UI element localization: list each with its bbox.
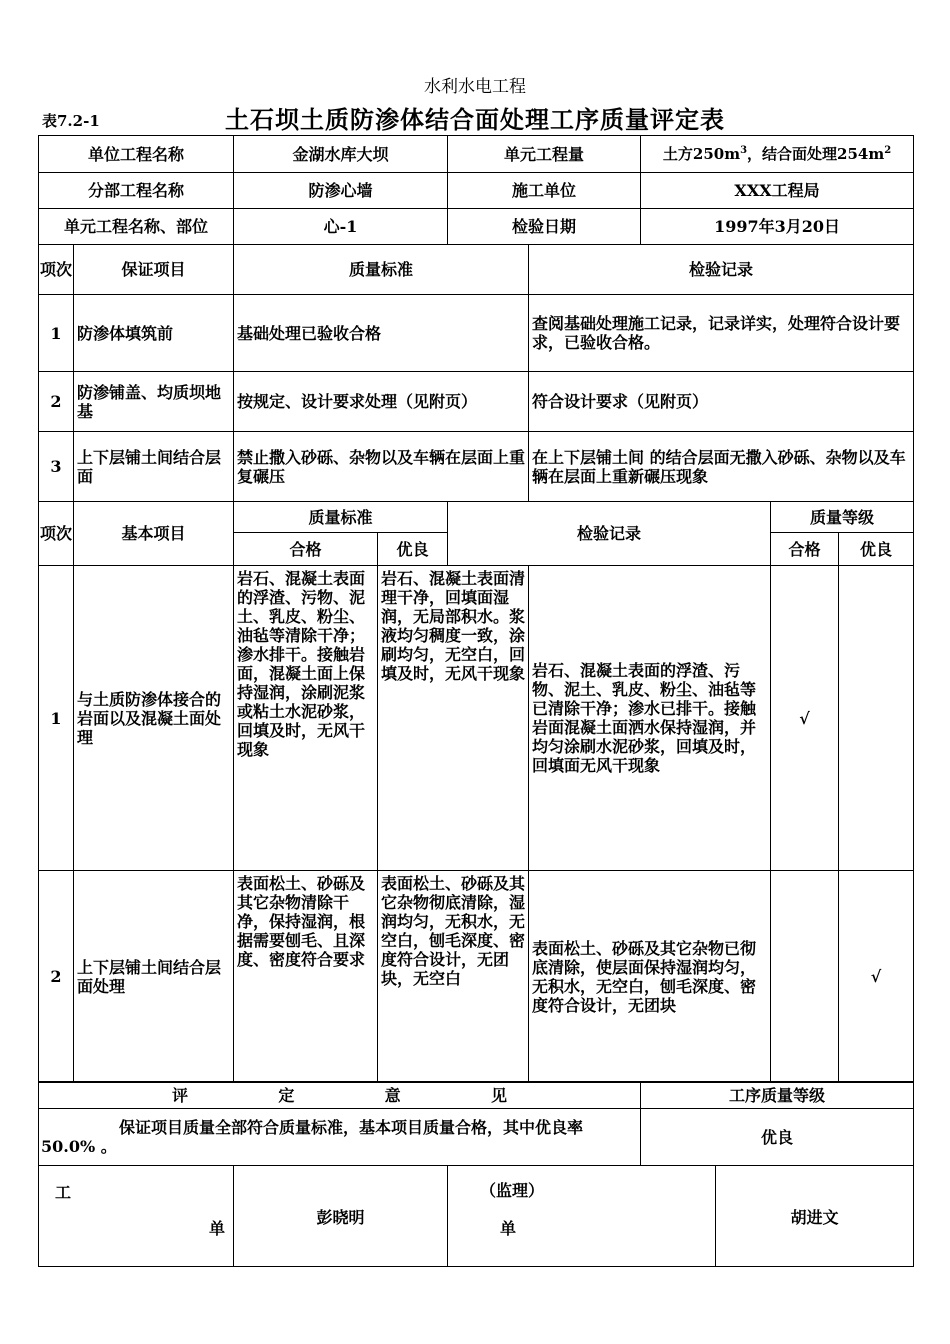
basic-col-grade: 质量等级 <box>771 502 914 533</box>
element-quantity-label: 单元工程量 <box>448 136 641 173</box>
element-quantity-value: 土方$250m^3$，结合面处理$254m^2$ <box>641 136 914 173</box>
process-grade-label: 工序质量等级 <box>641 1082 914 1109</box>
basic-col-excellent: 优良 <box>378 533 448 566</box>
inspection-date-label: 检验日期 <box>448 209 641 245</box>
page-title: 土石坝土质防渗体结合面处理工序质量评定表 <box>225 105 725 134</box>
basic-row-no: 1 <box>39 566 74 871</box>
basic-col-pass: 合格 <box>234 533 378 566</box>
contractor-sign-label: 工 单 <box>39 1166 234 1267</box>
process-grade-value: 优良 <box>641 1109 914 1166</box>
inspection-date-value: 1997年3月20日 <box>641 209 914 245</box>
opinion-label: 评 定 意 见 <box>39 1082 641 1109</box>
basic-row-pass: 岩石、混凝土表面的浮渣、污物、泥土、乳皮、粉尘、油毡等清除干净；渗水排干。接触岩面，混凝土面上保持湿润，涂刷泥浆或粘土水泥砂浆，回填及时，无风干现象 <box>234 566 378 871</box>
basic-row-excellent: 表面松土、砂砾及其它杂物彻底清除，湿润均匀，无积水，无空白，刨毛深度、密度符合设计，无团块，无空白 <box>378 871 529 1083</box>
guarantee-row-no: 3 <box>39 432 74 502</box>
basic-col-no: 项次 <box>39 502 74 566</box>
element-name-label: 单元工程名称、部位 <box>39 209 234 245</box>
basic-row-record: 表面松土、砂砾及其它杂物已彻底清除，使层面保持湿润均匀，无积水，无空白，刨毛深度、密度符合设计，无团块 <box>529 871 771 1083</box>
basic-row-item: 上下层铺土间结合层面处理 <box>74 871 234 1083</box>
opinion-text: 保证项目质量全部符合质量标准，基本项目质量合格，其中优良率50.0% 。 <box>39 1109 641 1166</box>
basic-row-grade-pass: √ <box>771 566 839 871</box>
basic-row-item: 与土质防渗体接合的岩面以及混凝土面处理 <box>74 566 234 871</box>
basic-col-grade-excellent: 优良 <box>839 533 914 566</box>
signature-table <box>38 1165 914 1267</box>
guarantee-col-standard: 质量标准 <box>234 245 529 295</box>
sub-project-label: 分部工程名称 <box>39 173 234 209</box>
quality-table <box>38 135 914 1083</box>
guarantee-col-item: 保证项目 <box>74 245 234 295</box>
basic-row-grade-excellent: √ <box>839 871 914 1083</box>
contractor-value: XXX工程局 <box>641 173 914 209</box>
guarantee-row-no: 2 <box>39 372 74 432</box>
supervisor-sign-label: （监理） 单 <box>448 1166 716 1267</box>
sub-project-value: 防渗心墙 <box>234 173 448 209</box>
guarantee-row-no: 1 <box>39 295 74 372</box>
form-number: 表7.2-1 <box>42 112 100 130</box>
guarantee-row-standard: 禁止撒入砂砾、杂物以及车辆在层面上重复碾压 <box>234 432 529 502</box>
guarantee-row-item: 防渗铺盖、均质坝地基 <box>74 372 234 432</box>
guarantee-row-record: 符合设计要求（见附页） <box>529 372 914 432</box>
basic-row-record: 岩石、混凝土表面的浮渣、污物、泥土、乳皮、粉尘、油毡等已清除干净；渗水已排干。接触岩面混凝土面洒水保持湿润，并均匀涂刷水泥砂浆，回填及时，回填面无风干现象 <box>529 566 771 871</box>
basic-row-pass: 表面松土、砂砾及其它杂物清除干净，保持湿润，根据需要刨毛、且深度、密度符合要求 <box>234 871 378 1083</box>
guarantee-row-record: 查阅基础处理施工记录，记录详实，处理符合设计要求，已验收合格。 <box>529 295 914 372</box>
supervisor-signer: 胡进文 <box>716 1166 914 1267</box>
supertitle: 水利水电工程 <box>424 77 526 97</box>
unit-project-value: 金湖水库大坝 <box>234 136 448 173</box>
guarantee-row-standard: 按规定、设计要求处理（见附页） <box>234 372 529 432</box>
element-name-value: 心-1 <box>234 209 448 245</box>
basic-row-excellent: 岩石、混凝土表面清理干净，回填面湿润，无局部积水。浆液均匀稠度一致，涂刷均匀，无空白，回填及时，无风干现象 <box>378 566 529 871</box>
contractor-signer: 彭晓明 <box>234 1166 448 1267</box>
basic-row-grade-pass <box>771 871 839 1083</box>
guarantee-row-standard: 基础处理已验收合格 <box>234 295 529 372</box>
basic-col-grade-pass: 合格 <box>771 533 839 566</box>
guarantee-col-no: 项次 <box>39 245 74 295</box>
table-row <box>39 295 914 372</box>
table-row <box>39 871 914 1083</box>
basic-row-grade-excellent <box>839 566 914 871</box>
guarantee-row-item: 防渗体填筑前 <box>74 295 234 372</box>
contractor-label: 施工单位 <box>448 173 641 209</box>
basic-row-no: 2 <box>39 871 74 1083</box>
basic-col-standard: 质量标准 <box>234 502 448 533</box>
table-row <box>39 372 914 432</box>
unit-project-label: 单位工程名称 <box>39 136 234 173</box>
guarantee-col-record: 检验记录 <box>529 245 914 295</box>
guarantee-row-record: 在上下层铺土间 的结合层面无撒入砂砾、杂物以及车辆在层面上重新碾压现象 <box>529 432 914 502</box>
basic-col-item: 基本项目 <box>74 502 234 566</box>
guarantee-row-item: 上下层铺土间结合层面 <box>74 432 234 502</box>
basic-col-record: 检验记录 <box>448 502 771 566</box>
evaluation-table <box>38 1081 914 1166</box>
table-row <box>39 432 914 502</box>
table-row <box>39 566 914 871</box>
